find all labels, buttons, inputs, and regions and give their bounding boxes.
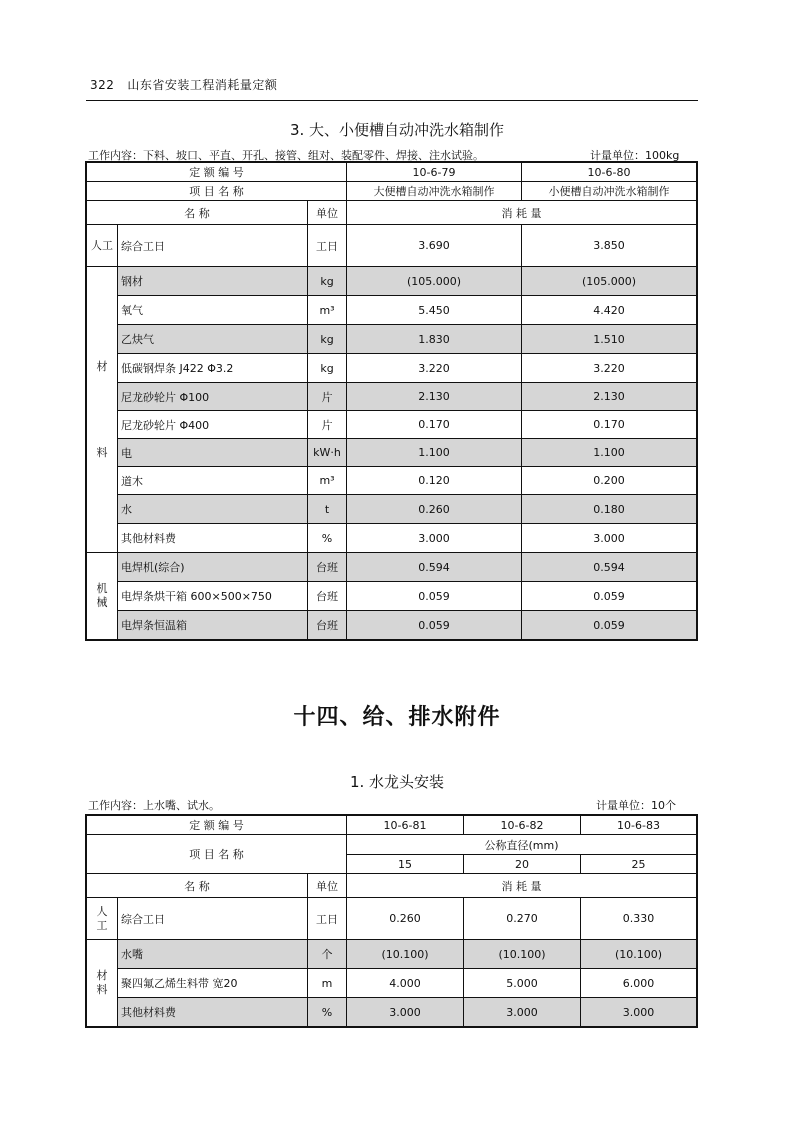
quota-no-label: 定 额 编 号: [87, 163, 347, 182]
row-name: 电焊机(综合): [118, 553, 308, 582]
row-value: 0.260: [347, 898, 464, 940]
row-value: 3.000: [581, 998, 697, 1027]
row-name: 电: [118, 439, 308, 467]
diameter-value: 20: [464, 855, 581, 874]
row-value: 0.059: [522, 611, 697, 640]
row-unit: kW·h: [308, 439, 347, 467]
unit-label: 单位: [308, 874, 347, 898]
row-name: 尼龙砂轮片 Φ400: [118, 411, 308, 439]
row-value: 0.180: [522, 495, 697, 524]
category-material: [87, 267, 118, 553]
running-header: [90, 76, 277, 93]
row-value: 4.000: [347, 969, 464, 998]
row-value: 0.200: [522, 467, 697, 495]
row-value: 0.059: [347, 611, 522, 640]
row-value: 3.850: [522, 225, 697, 267]
row-unit: 片: [308, 383, 347, 411]
diameter-value: 25: [581, 855, 697, 874]
row-value: 2.130: [522, 383, 697, 411]
quota-no-label: 定 额 编 号: [87, 816, 347, 835]
row-value: 1.510: [522, 325, 697, 354]
section1-title: 3. 大、小便槽自动冲洗水箱制作: [289, 121, 505, 139]
row-name: 水嘴: [118, 940, 308, 969]
row-value: 0.120: [347, 467, 522, 495]
section1-table: [86, 162, 697, 640]
consumption-label: 消 耗 量: [347, 874, 697, 898]
section2-work-content: 工作内容：上水嘴、试水。: [88, 799, 220, 812]
item-name-label: 项 目 名 称: [87, 835, 347, 874]
category-material: 材料: [87, 940, 118, 1027]
row-unit: 片: [308, 411, 347, 439]
quota-code: 10-6-79: [347, 163, 522, 182]
row-value: 0.260: [347, 495, 522, 524]
row-value: 1.830: [347, 325, 522, 354]
row-value: 3.000: [464, 998, 581, 1027]
row-unit: 个: [308, 940, 347, 969]
diameter-label: 公称直径(mm): [347, 835, 697, 855]
row-value: 2.130: [347, 383, 522, 411]
item-name: 大便槽自动冲洗水箱制作: [347, 182, 522, 201]
section2-title: 1. 水龙头安装: [349, 773, 445, 791]
row-value: 0.330: [581, 898, 697, 940]
quota-code: 10-6-82: [464, 816, 581, 835]
row-value: 0.059: [522, 582, 697, 611]
quota-code: 10-6-80: [522, 163, 697, 182]
row-name: 综合工日: [118, 898, 308, 940]
category-labor: 人工: [87, 898, 118, 940]
row-name: 综合工日: [118, 225, 308, 267]
row-name: 乙炔气: [118, 325, 308, 354]
row-unit: 台班: [308, 611, 347, 640]
row-name: 电焊条烘干箱 600×500×750: [118, 582, 308, 611]
row-value: 0.270: [464, 898, 581, 940]
row-value: 3.220: [522, 354, 697, 383]
row-unit: 工日: [308, 898, 347, 940]
row-name: 氧气: [118, 296, 308, 325]
category-machine: 机械: [87, 553, 118, 640]
row-value: (10.100): [347, 940, 464, 969]
category-material-char: 料: [96, 445, 108, 459]
row-value: 4.420: [522, 296, 697, 325]
row-value: 0.594: [347, 553, 522, 582]
row-value: 6.000: [581, 969, 697, 998]
row-unit: kg: [308, 354, 347, 383]
row-value: 0.059: [347, 582, 522, 611]
row-value: 1.100: [347, 439, 522, 467]
row-name: 电焊条恒温箱: [118, 611, 308, 640]
row-value: 0.594: [522, 553, 697, 582]
category-labor: 人工: [87, 225, 118, 267]
diameter-value: 15: [347, 855, 464, 874]
row-unit: m³: [308, 296, 347, 325]
row-name: 尼龙砂轮片 Φ100: [118, 383, 308, 411]
row-value: 3.690: [347, 225, 522, 267]
row-value: 0.170: [347, 411, 522, 439]
row-value: (10.100): [581, 940, 697, 969]
header-rule: [86, 100, 698, 101]
section1-work-content: 工作内容：下料、坡口、平直、开孔、接管、组对、装配零件、焊接、注水试验。: [88, 149, 484, 162]
row-value: 1.100: [522, 439, 697, 467]
row-name: 低碳钢焊条 J422 Φ3.2: [118, 354, 308, 383]
row-unit: t: [308, 495, 347, 524]
row-unit: kg: [308, 267, 347, 296]
row-unit: m: [308, 969, 347, 998]
row-unit: 工日: [308, 225, 347, 267]
row-name: 钢材: [118, 267, 308, 296]
row-value: (105.000): [347, 267, 522, 296]
row-unit: 台班: [308, 582, 347, 611]
book-title: 山东省安装工程消耗量定额: [127, 78, 278, 92]
quota-code: 10-6-83: [581, 816, 697, 835]
row-value: 0.170: [522, 411, 697, 439]
page-number: 322: [90, 78, 115, 92]
section2-table: [86, 815, 697, 1027]
name-label: 名 称: [87, 874, 308, 898]
row-value: (105.000): [522, 267, 697, 296]
section1-unit: 计量单位：100kg: [590, 149, 680, 162]
row-name: 水: [118, 495, 308, 524]
row-value: 5.000: [464, 969, 581, 998]
row-unit: kg: [308, 325, 347, 354]
name-label: 名 称: [87, 201, 308, 225]
row-name: 聚四氟乙烯生料带 宽20: [118, 969, 308, 998]
row-value: 3.000: [347, 998, 464, 1027]
category-material-char: 材: [96, 359, 108, 373]
unit-label: 单位: [308, 201, 347, 225]
row-unit: %: [308, 998, 347, 1027]
row-name: 道木: [118, 467, 308, 495]
consumption-label: 消 耗 量: [347, 201, 697, 225]
section2-unit: 计量单位：10个: [596, 799, 676, 812]
row-value: (10.100): [464, 940, 581, 969]
row-name: 其他材料费: [118, 524, 308, 553]
quota-code: 10-6-81: [347, 816, 464, 835]
row-unit: 台班: [308, 553, 347, 582]
row-value: 3.000: [347, 524, 522, 553]
item-name: 小便槽自动冲洗水箱制作: [522, 182, 697, 201]
chapter-title: 十四、给、排水附件: [293, 705, 501, 730]
row-value: 3.000: [522, 524, 697, 553]
row-value: 3.220: [347, 354, 522, 383]
row-unit: %: [308, 524, 347, 553]
item-name-label: 项 目 名 称: [87, 182, 347, 201]
row-name: 其他材料费: [118, 998, 308, 1027]
row-value: 5.450: [347, 296, 522, 325]
row-unit: m³: [308, 467, 347, 495]
